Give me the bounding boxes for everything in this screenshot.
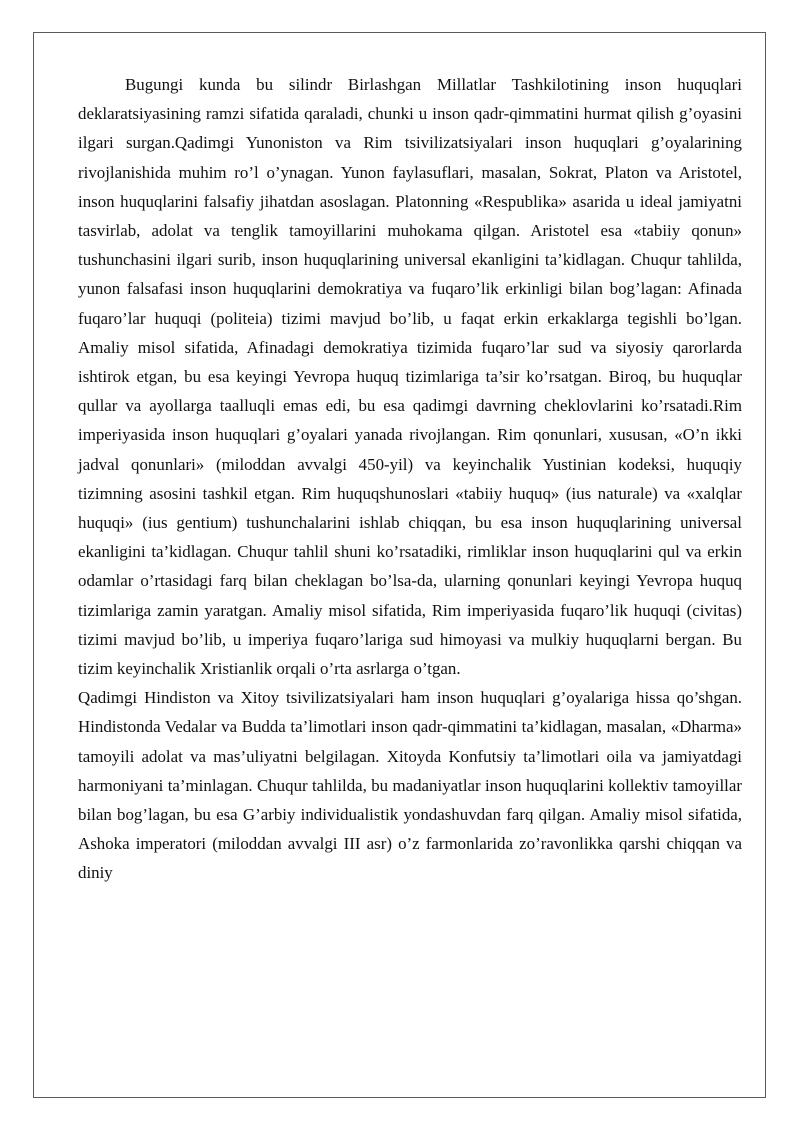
document-body	[78, 70, 742, 888]
paragraph-2: Qadimgi Hindiston va Xitoy tsivilizatsiyalari ham inson huquqlari g’oyalariga hissa qo’shgan. Hindistonda Vedalar va Budda ta’limotlari inson qadr-qimmatini ta’kidlagan, masalan, «Dharma» tamoyili adolat va mas’uliyatni belgilagan. Xitoyda Konfutsiy ta’limotlari oila va jamiyatdagi harmoniyani ta’minlagan. Chuqur tahlilda, bu madaniyatlar inson huquqlarini kollektiv tamoyillar bilan bog’lagan, bu esa G’arbiy individualistik yondashuvdan farq qilgan. Amaliy misol sifatida, Ashoka imperatori (miloddan avvalgi III asr) o’z farmonlarida zo’ravonlikka qarshi chiqqan va diniy	[78, 688, 742, 883]
paragraph-1: Bugungi kunda bu silindr Birlashgan Millatlar Tashkilotining inson huquqlari deklaratsiyasining ramzi sifatida qaraladi, chunki u inson qadr-qimmatini hurmat qilish g’oyasini ilgari surgan.Qadimgi Yunoniston va Rim tsivilizatsiyalari inson huquqlari g’oyalarining rivojlanishida muhim ro’l o’ynagan. Yunon faylasuflari, masalan, Sokrat, Platon va Aristotel, inson huquqlarini falsafiy jihatdan asoslagan. Platonning «Respublika» asarida u ideal jamiyatni tasvirlab, adolat va tenglik tamoyillarini muhokama qilgan. Aristotel esa «tabiiy qonun» tushunchasini ilgari surib, inson huquqlarining universal ekanligini ta’kidlagan. Chuqur tahlilda, yunon falsafasi inson huquqlarini demokratiya va fuqaro’lik erkinligi bilan bog’lagan: Afinada fuqaro’lar huquqi (politeia) tizimi mavjud bo’lib, u faqat erkin erkaklarga tegishli bo’lgan. Amaliy misol sifatida, Afinadagi demokratiya tizimida fuqaro’lar sud va siyosiy qarorlarda ishtirok etgan, bu esa keyingi Yevropa huquq tizimlariga ta’sir ko’rsatgan. Biroq, bu huquqlar qullar va ayollarga taalluqli emas edi, bu esa qadimgi davrning cheklovlarini ko’rsatadi.Rim imperiyasida inson huquqlari g’oyalari yanada rivojlangan. Rim qonunlari, xususan, «O’n ikki jadval qonunlari» (miloddan avvalgi 450-yil) va keyinchalik Yustinian kodeksi, huquqiy tizimning asosini tashkil etgan. Rim huquqshunoslari «tabiiy huquq» (ius naturale) va «xalqlar huquqi» (ius gentium) tushunchalarini ishlab chiqqan, bu esa inson huquqlarining universal ekanligini ta’kidlagan. Chuqur tahlil shuni ko’rsatadiki, rimliklar inson huquqlarini qul va erkin odamlar o’rtasidagi farq bilan cheklagan bo’lsa-da, ularning qonunlari keyingi Yevropa huquq tizimlariga zamin yaratgan. Amaliy misol sifatida, Rim imperiyasida fuqaro’lik huquqi (civitas) tizimi mavjud bo’lib, u imperiya fuqaro’lariga sud himoyasi va mulkiy huquqlarni bergan. Bu tizim keyinchalik Xristianlik orqali o’rta asrlarga o’tgan.	[78, 75, 742, 679]
